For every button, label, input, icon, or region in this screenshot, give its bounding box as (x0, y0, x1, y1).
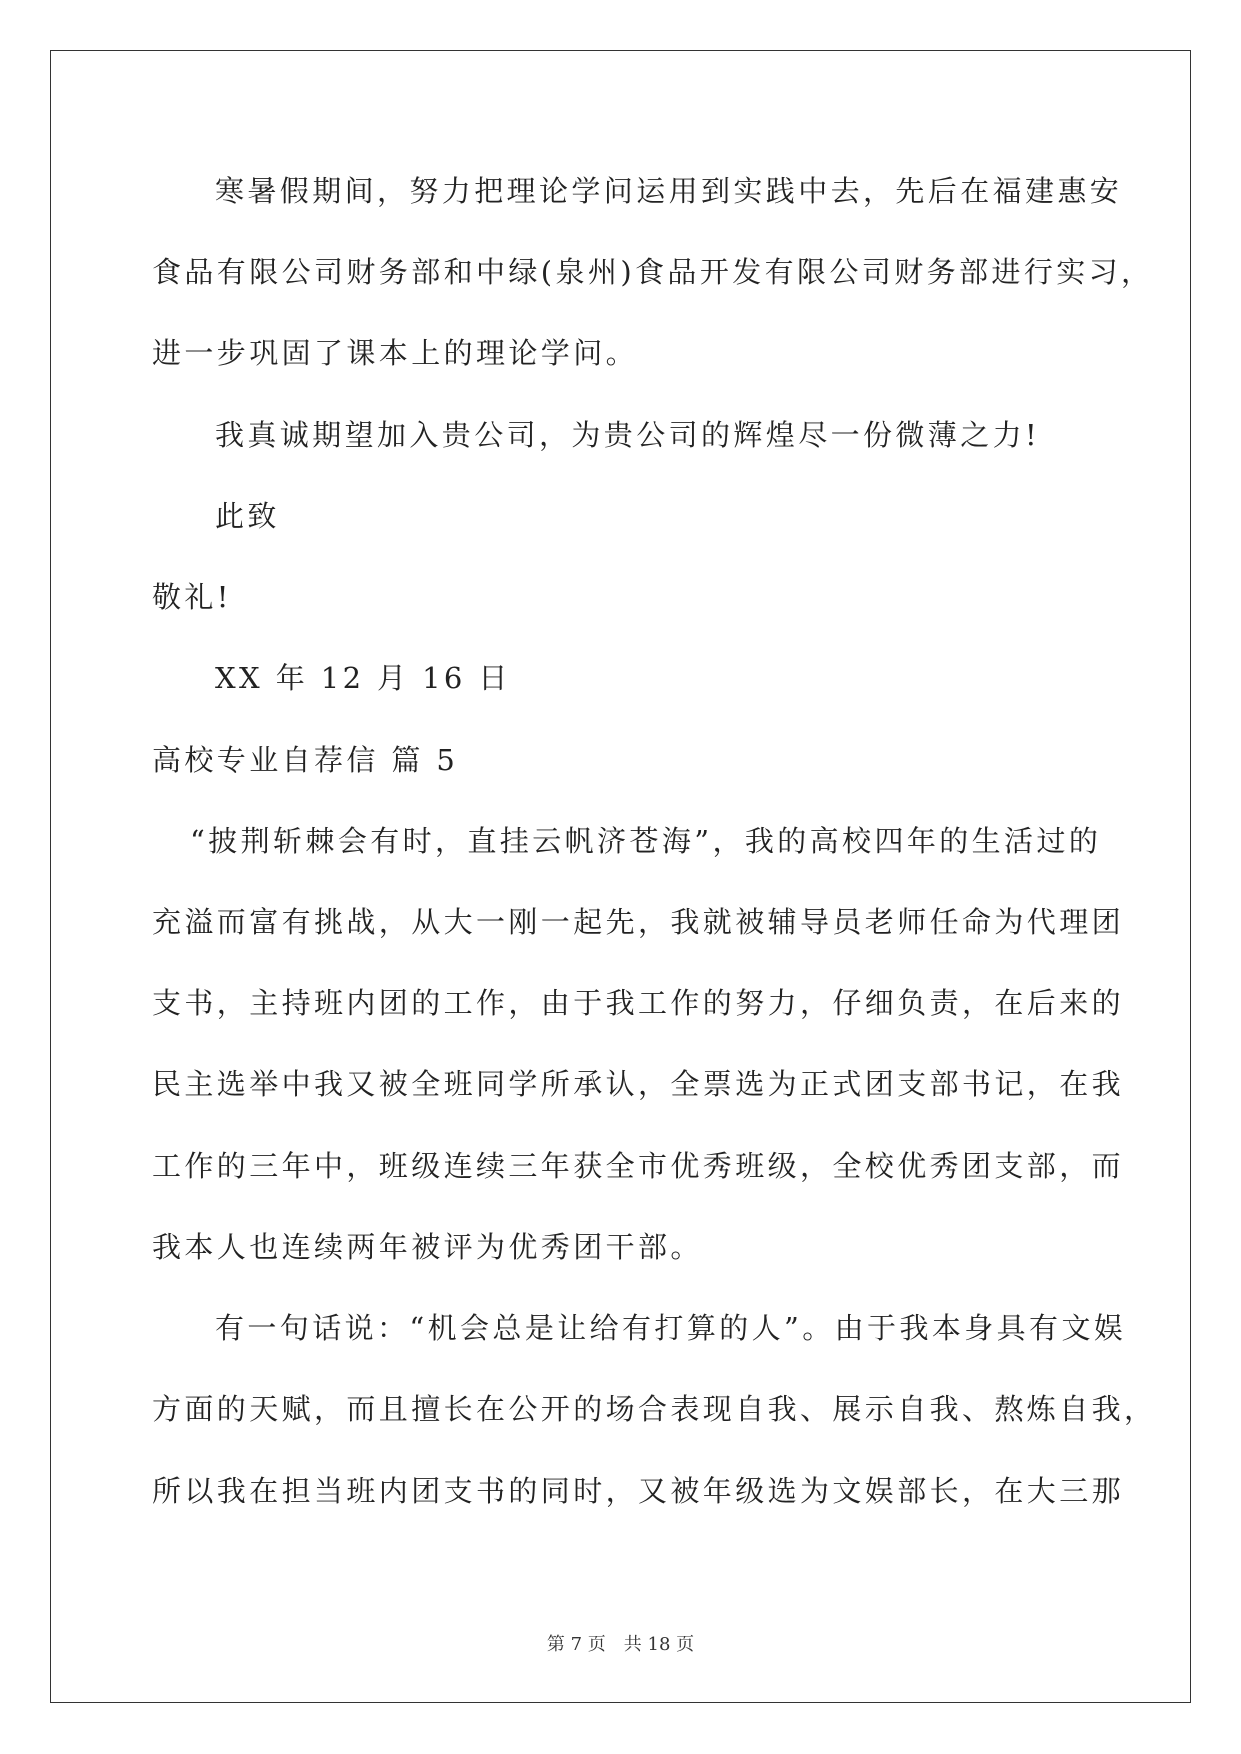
text-line: 有一句话说：“机会总是让给有打算的人”。由于我本身具有文娱 (215, 1311, 1127, 1345)
text-line: 民主选举中我又被全班同学所承认，全票选为正式团支部书记，在我 (152, 1067, 1125, 1101)
salutation: 此致 (215, 499, 280, 533)
text-line: 工作的三年中，班级连续三年获全市优秀班级，全校优秀团支部，而 (152, 1149, 1125, 1183)
text-line: 寒暑假期间，努力把理论学问运用到实践中去，先后在福建惠安 (215, 174, 1123, 208)
text-line: 方面的天赋，而且擅长在公开的场合表现自我、展示自我、熬炼自我， (152, 1392, 1157, 1426)
text-line: 充溢而富有挑战，从大一刚一起先，我就被辅导员老师任命为代理团 (152, 905, 1125, 939)
page-border (50, 50, 1191, 1703)
text-line: 我本人也连续两年被评为优秀团干部。 (152, 1230, 703, 1264)
text-line: 我真诚期望加入贵公司，为贵公司的辉煌尽一份微薄之力! (215, 418, 1041, 452)
section-heading: 高校专业自荐信 篇 5 (152, 743, 459, 777)
text-line: 食品有限公司财务部和中绿(泉州)食品开发有限公司财务部进行实习， (152, 255, 1154, 289)
date-line: XX 年 12 月 16 日 (215, 661, 511, 695)
text-line: 所以我在担当班内团支书的同时，又被年级选为文娱部长，在大三那 (152, 1474, 1125, 1508)
closing: 敬礼! (152, 580, 232, 614)
page-footer: 第 7 页 共 18 页 (546, 1634, 695, 1655)
text-line: 进一步巩固了课本上的理论学问。 (152, 336, 639, 370)
text-line: 支书，主持班内团的工作，由于我工作的努力，仔细负责，在后来的 (152, 986, 1125, 1020)
text-line: “披荆斩棘会有时，直挂云帆济苍海”，我的高校四年的生活过的 (190, 824, 1102, 858)
